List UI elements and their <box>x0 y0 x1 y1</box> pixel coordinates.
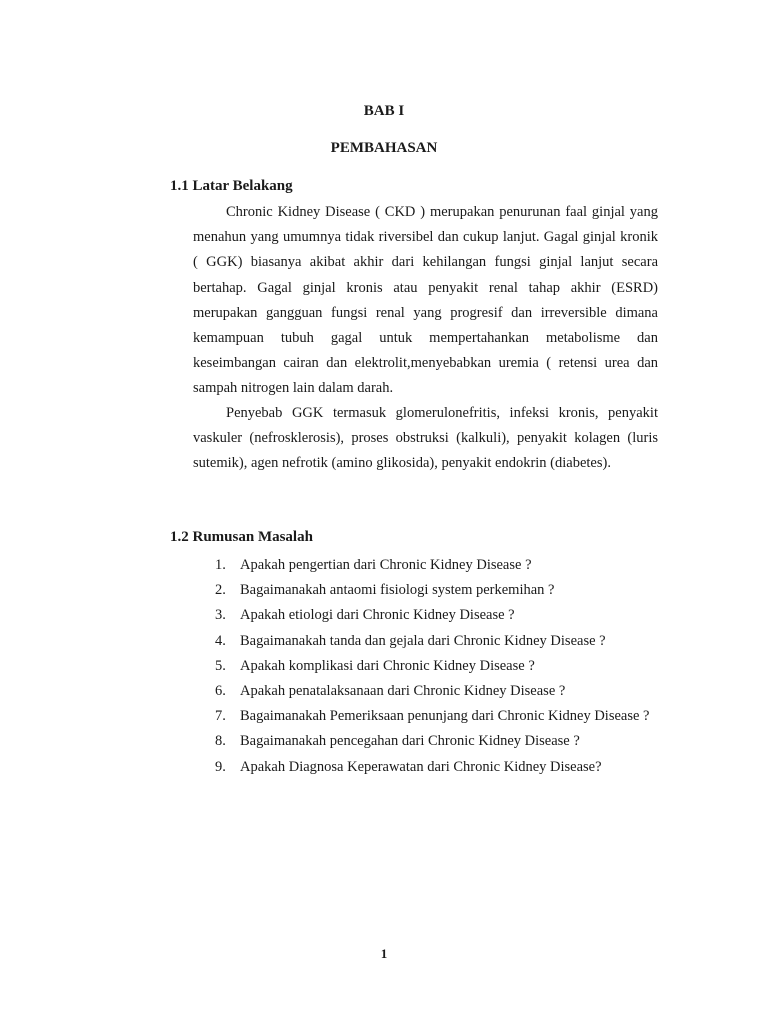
list-item <box>193 755 658 780</box>
list-item-number: 9. <box>215 758 226 775</box>
list-item-number: 1. <box>215 557 226 573</box>
paragraph-ggk-causes: Penyebab GGK termasuk glomerulonefritis, infeksi kronis, penyakit vaskuler (nefrosklerosis), proses obstruksi (kalkuli), penyakit kolagen (luris sutemik), agen nefrotik (amino glikosida), penyakit endokrin (diabetes). <box>193 405 658 472</box>
chapter-label: BAB I <box>363 103 405 119</box>
list-item <box>193 704 658 729</box>
list-item-number: 3. <box>215 607 226 624</box>
list-item-number: 8. <box>215 733 226 750</box>
list-item-text: Apakah etiologi dari Chronic Kidney Disease ? <box>240 607 515 624</box>
list-item-number: 4. <box>215 632 226 649</box>
list-item-text: Bagaimanakah antaomi fisiologi system perkemihan ? <box>240 582 555 599</box>
list-item-text: Apakah Diagnosa Keperawatan dari Chronic Kidney Disease? <box>240 758 602 775</box>
list-item-number: 2. <box>215 582 226 599</box>
list-item-number: 6. <box>215 683 226 700</box>
list-item-number: 7. <box>215 708 226 725</box>
problem-list <box>193 553 658 780</box>
paragraph-ckd-definition: Chronic Kidney Disease ( CKD ) merupakan penurunan faal ginjal yang menahun yang umumnya tidak riversibel dan cukup lanjut. Gagal ginjal kronik ( GGK) biasanya akibat akhir dari kehilangan fungsi ginjal lanjut secara bertahap. Gagal ginjal kronis atau penyakit renal tahap akhir (ESRD) merupakan gangguan fungsi renal yang progresif dan irreversible dimana kemampuan tubuh gagal untuk mempertahankan metabolisme dan keseimbangan cairan dan elektrolit,menyebabkan uremia ( retensi urea dan sampah nitrogen lain dalam darah. <box>193 204 658 397</box>
list-item <box>193 654 658 679</box>
list-item <box>193 729 658 754</box>
list-item-text: Apakah pengertian dari Chronic Kidney Disease ? <box>240 557 532 573</box>
list-item <box>193 603 658 628</box>
list-item-text: Bagaimanakah pencegahan dari Chronic Kidney Disease ? <box>240 733 580 750</box>
section-heading-latar-belakang: 1.1 Latar Belakang <box>170 178 293 194</box>
list-item <box>193 553 658 578</box>
chapter-title: PEMBAHASAN <box>330 140 438 156</box>
list-item-text: Bagaimanakah tanda dan gejala dari Chronic Kidney Disease ? <box>240 632 606 649</box>
list-item <box>193 578 658 603</box>
section-heading-rumusan-masalah: 1.2 Rumusan Masalah <box>170 529 313 545</box>
list-item-number: 5. <box>215 657 226 674</box>
list-item <box>193 629 658 654</box>
list-item-text: Bagaimanakah Pemeriksaan penunjang dari Chronic Kidney Disease ? <box>240 708 650 725</box>
list-item <box>193 679 658 704</box>
list-item-text: Apakah komplikasi dari Chronic Kidney Disease ? <box>240 657 535 674</box>
list-item-text: Apakah penatalaksanaan dari Chronic Kidney Disease ? <box>240 683 566 700</box>
page-number: 1 <box>380 946 388 961</box>
